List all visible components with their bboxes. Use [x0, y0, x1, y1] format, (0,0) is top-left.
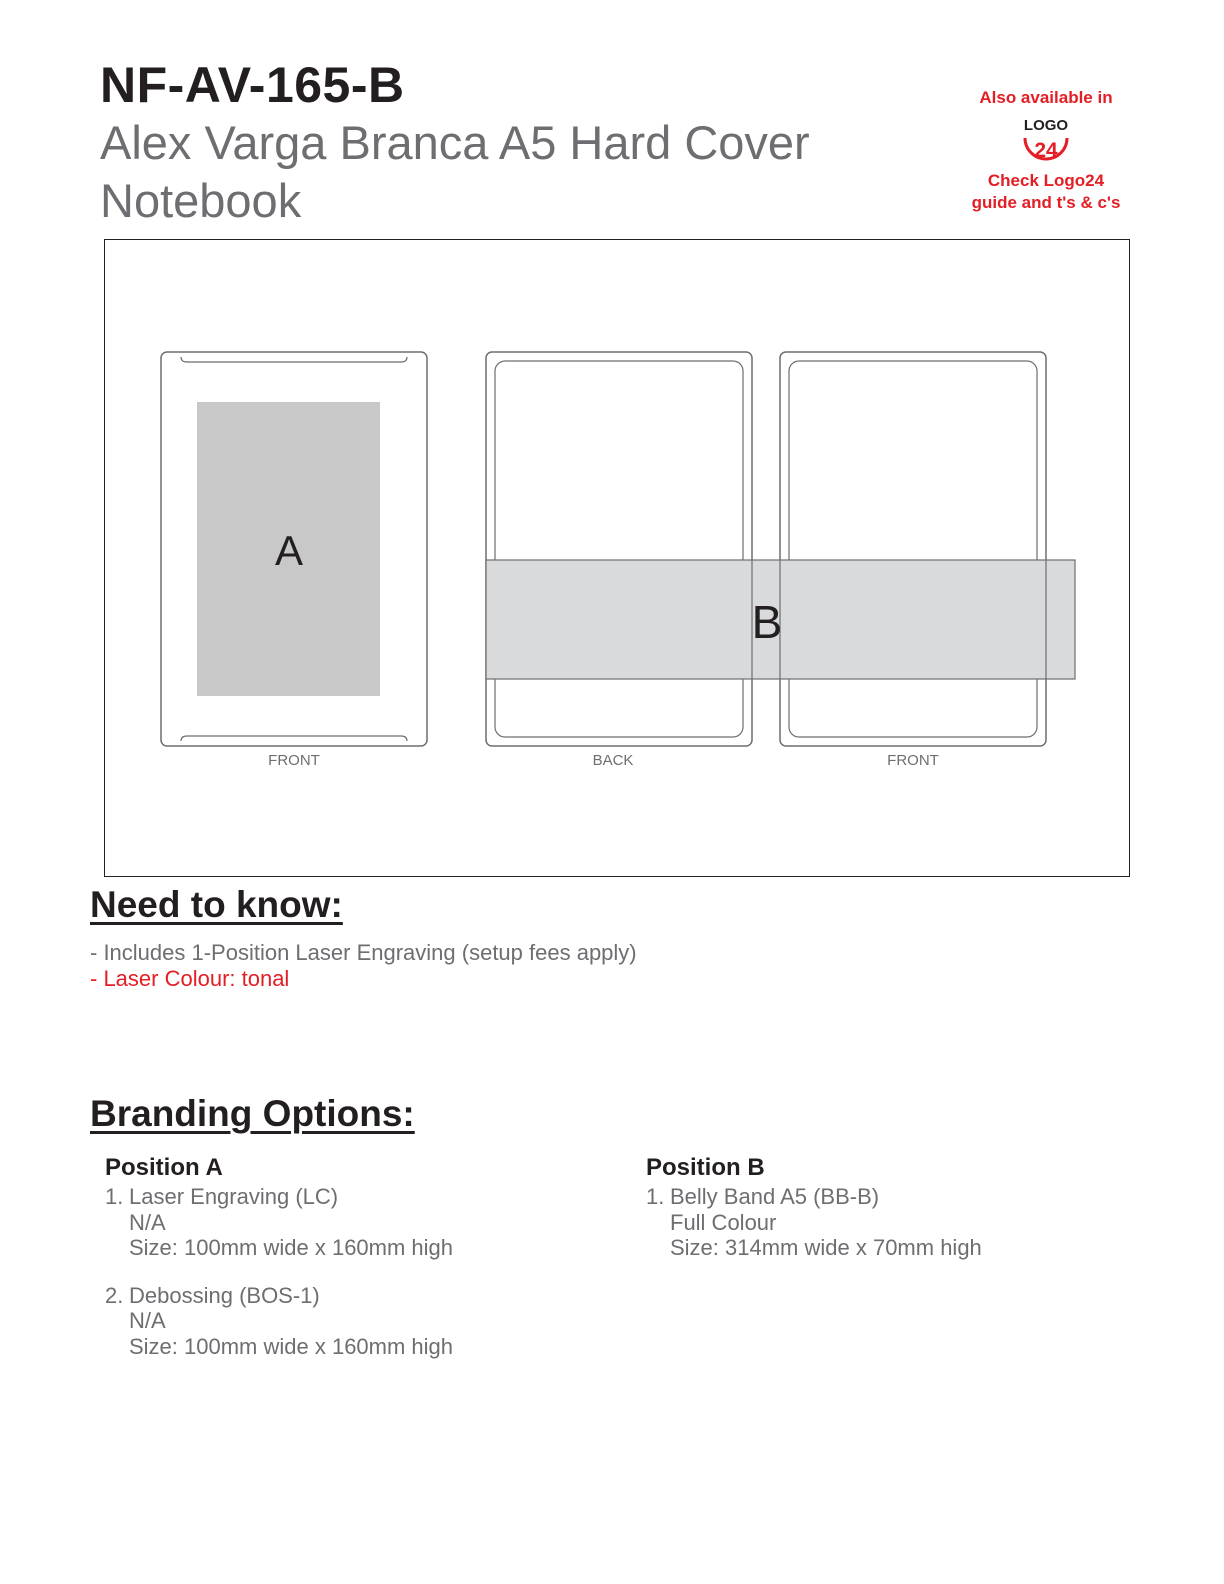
- need-to-know-title: Need to know:: [90, 884, 343, 925]
- branding-options-title: Branding Options:: [90, 1093, 415, 1134]
- option-detail: Full Colour: [670, 1209, 777, 1235]
- logo24-available-text: Also available in: [979, 88, 1113, 107]
- product-name-line2: Notebook: [100, 174, 302, 227]
- position-a-option-2: [105, 1283, 565, 1360]
- zone-b-label: B: [751, 596, 783, 648]
- zone-a-label: A: [274, 527, 304, 574]
- logo24-number: 24: [1034, 139, 1058, 162]
- position-a-column: [105, 1154, 565, 1381]
- position-b-column: [646, 1154, 1106, 1283]
- view-label-front-1: FRONT: [268, 752, 320, 769]
- notebook-diagram-svg: [105, 240, 1131, 878]
- logo24-badge: [954, 88, 1138, 214]
- logo24-word: LOGO: [1023, 117, 1069, 134]
- position-a-heading: Position A: [105, 1154, 223, 1181]
- logo24-terms-text: guide and t's & c's: [971, 193, 1121, 212]
- option-size: Size: 100mm wide x 160mm high: [129, 1235, 454, 1260]
- option-size: Size: 100mm wide x 160mm high: [129, 1333, 454, 1359]
- option-name: Belly Band A5 (BB-B): [670, 1184, 880, 1209]
- need-to-know-note-1: - Includes 1-Position Laser Engraving (setup fees apply): [90, 940, 637, 965]
- product-name-line1: Alex Varga Branca A5 Hard Cover: [100, 116, 810, 169]
- option-name: Debossing (BOS-1): [129, 1282, 320, 1308]
- logo24-mark-icon: [1011, 110, 1081, 170]
- notebook-front-left: [161, 352, 427, 769]
- view-label-front-2: FRONT: [887, 752, 939, 769]
- product-name: [100, 114, 880, 230]
- option-detail: N/A: [129, 1209, 166, 1235]
- need-to-know-note-2: - Laser Colour: tonal: [90, 966, 290, 991]
- option-size: Size: 314mm wide x 70mm high: [670, 1235, 982, 1260]
- position-b-option-1: [646, 1184, 1106, 1261]
- option-number: 2.: [105, 1282, 124, 1308]
- zone-b-band: [486, 560, 1075, 679]
- option-number: 1.: [105, 1184, 124, 1209]
- position-b-heading: Position B: [646, 1154, 765, 1181]
- branding-diagram: [104, 239, 1130, 877]
- option-number: 1.: [646, 1184, 665, 1209]
- position-a-option-1: [105, 1184, 565, 1261]
- option-detail: N/A: [129, 1308, 166, 1333]
- view-label-back: BACK: [592, 752, 634, 769]
- logo24-check-text: Check Logo24: [987, 171, 1105, 190]
- option-name: Laser Engraving (LC): [129, 1184, 339, 1209]
- product-code: NF-AV-165-B: [100, 57, 405, 113]
